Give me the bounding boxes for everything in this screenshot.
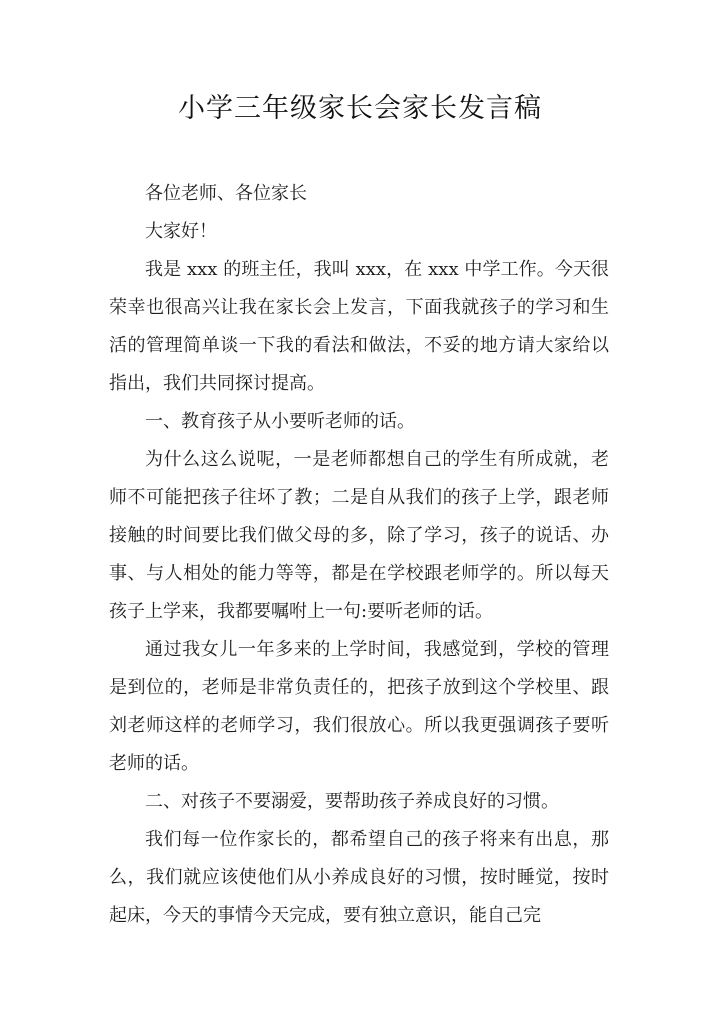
section-heading-1: 一、教育孩子从小要听老师的话。	[145, 411, 415, 432]
body-paragraph: 我们每一位作家长的，都希望自己的孩子将来有出息，那么，我们就应该使他们从小养成良好的习惯，按时睡觉，按时起床，今天的事情今天完成，要有独立意识，能自己完	[109, 829, 609, 926]
body-paragraph: 通过我女儿一年多来的上学时间，我感觉到，学校的管理是到位的，老师是非常负责任的，把孩子放到这个学校里、跟刘老师这样的老师学习，我们很放心。所以我更强调孩子要听老师的话。	[109, 639, 609, 774]
section-heading-2: 二、对孩子不要溺爱，要帮助孩子养成良好的习惯。	[145, 791, 559, 812]
document-title: 小学三年级家长会家长发言稿	[178, 93, 542, 124]
intro-paragraph: 我是 xxx 的班主任，我叫 xxx，在 xxx 中学工作。今天很荣幸也很高兴让我在家长会上发言，下面我就孩子的学习和生活的管理简单谈一下我的看法和做法，不妥的地方请大家给以指出，我们共同探讨提高。	[109, 259, 609, 394]
body-paragraph: 为什么这么说呢，一是老师都想自己的学生有所成就，老师不可能把孩子往坏了教；二是自从我们的孩子上学，跟老师接触的时间要比我们做父母的多，除了学习，孩子的说话、办事、与人相处的能力等等，都是在学校跟老师学的。所以每天孩子上学来，我都要嘱咐上一句:要听老师的话。	[109, 449, 609, 622]
document-body	[109, 175, 609, 935]
salutation-paragraph: 大家好！	[145, 221, 217, 242]
greeting-paragraph: 各位老师、各位家长	[145, 183, 307, 204]
